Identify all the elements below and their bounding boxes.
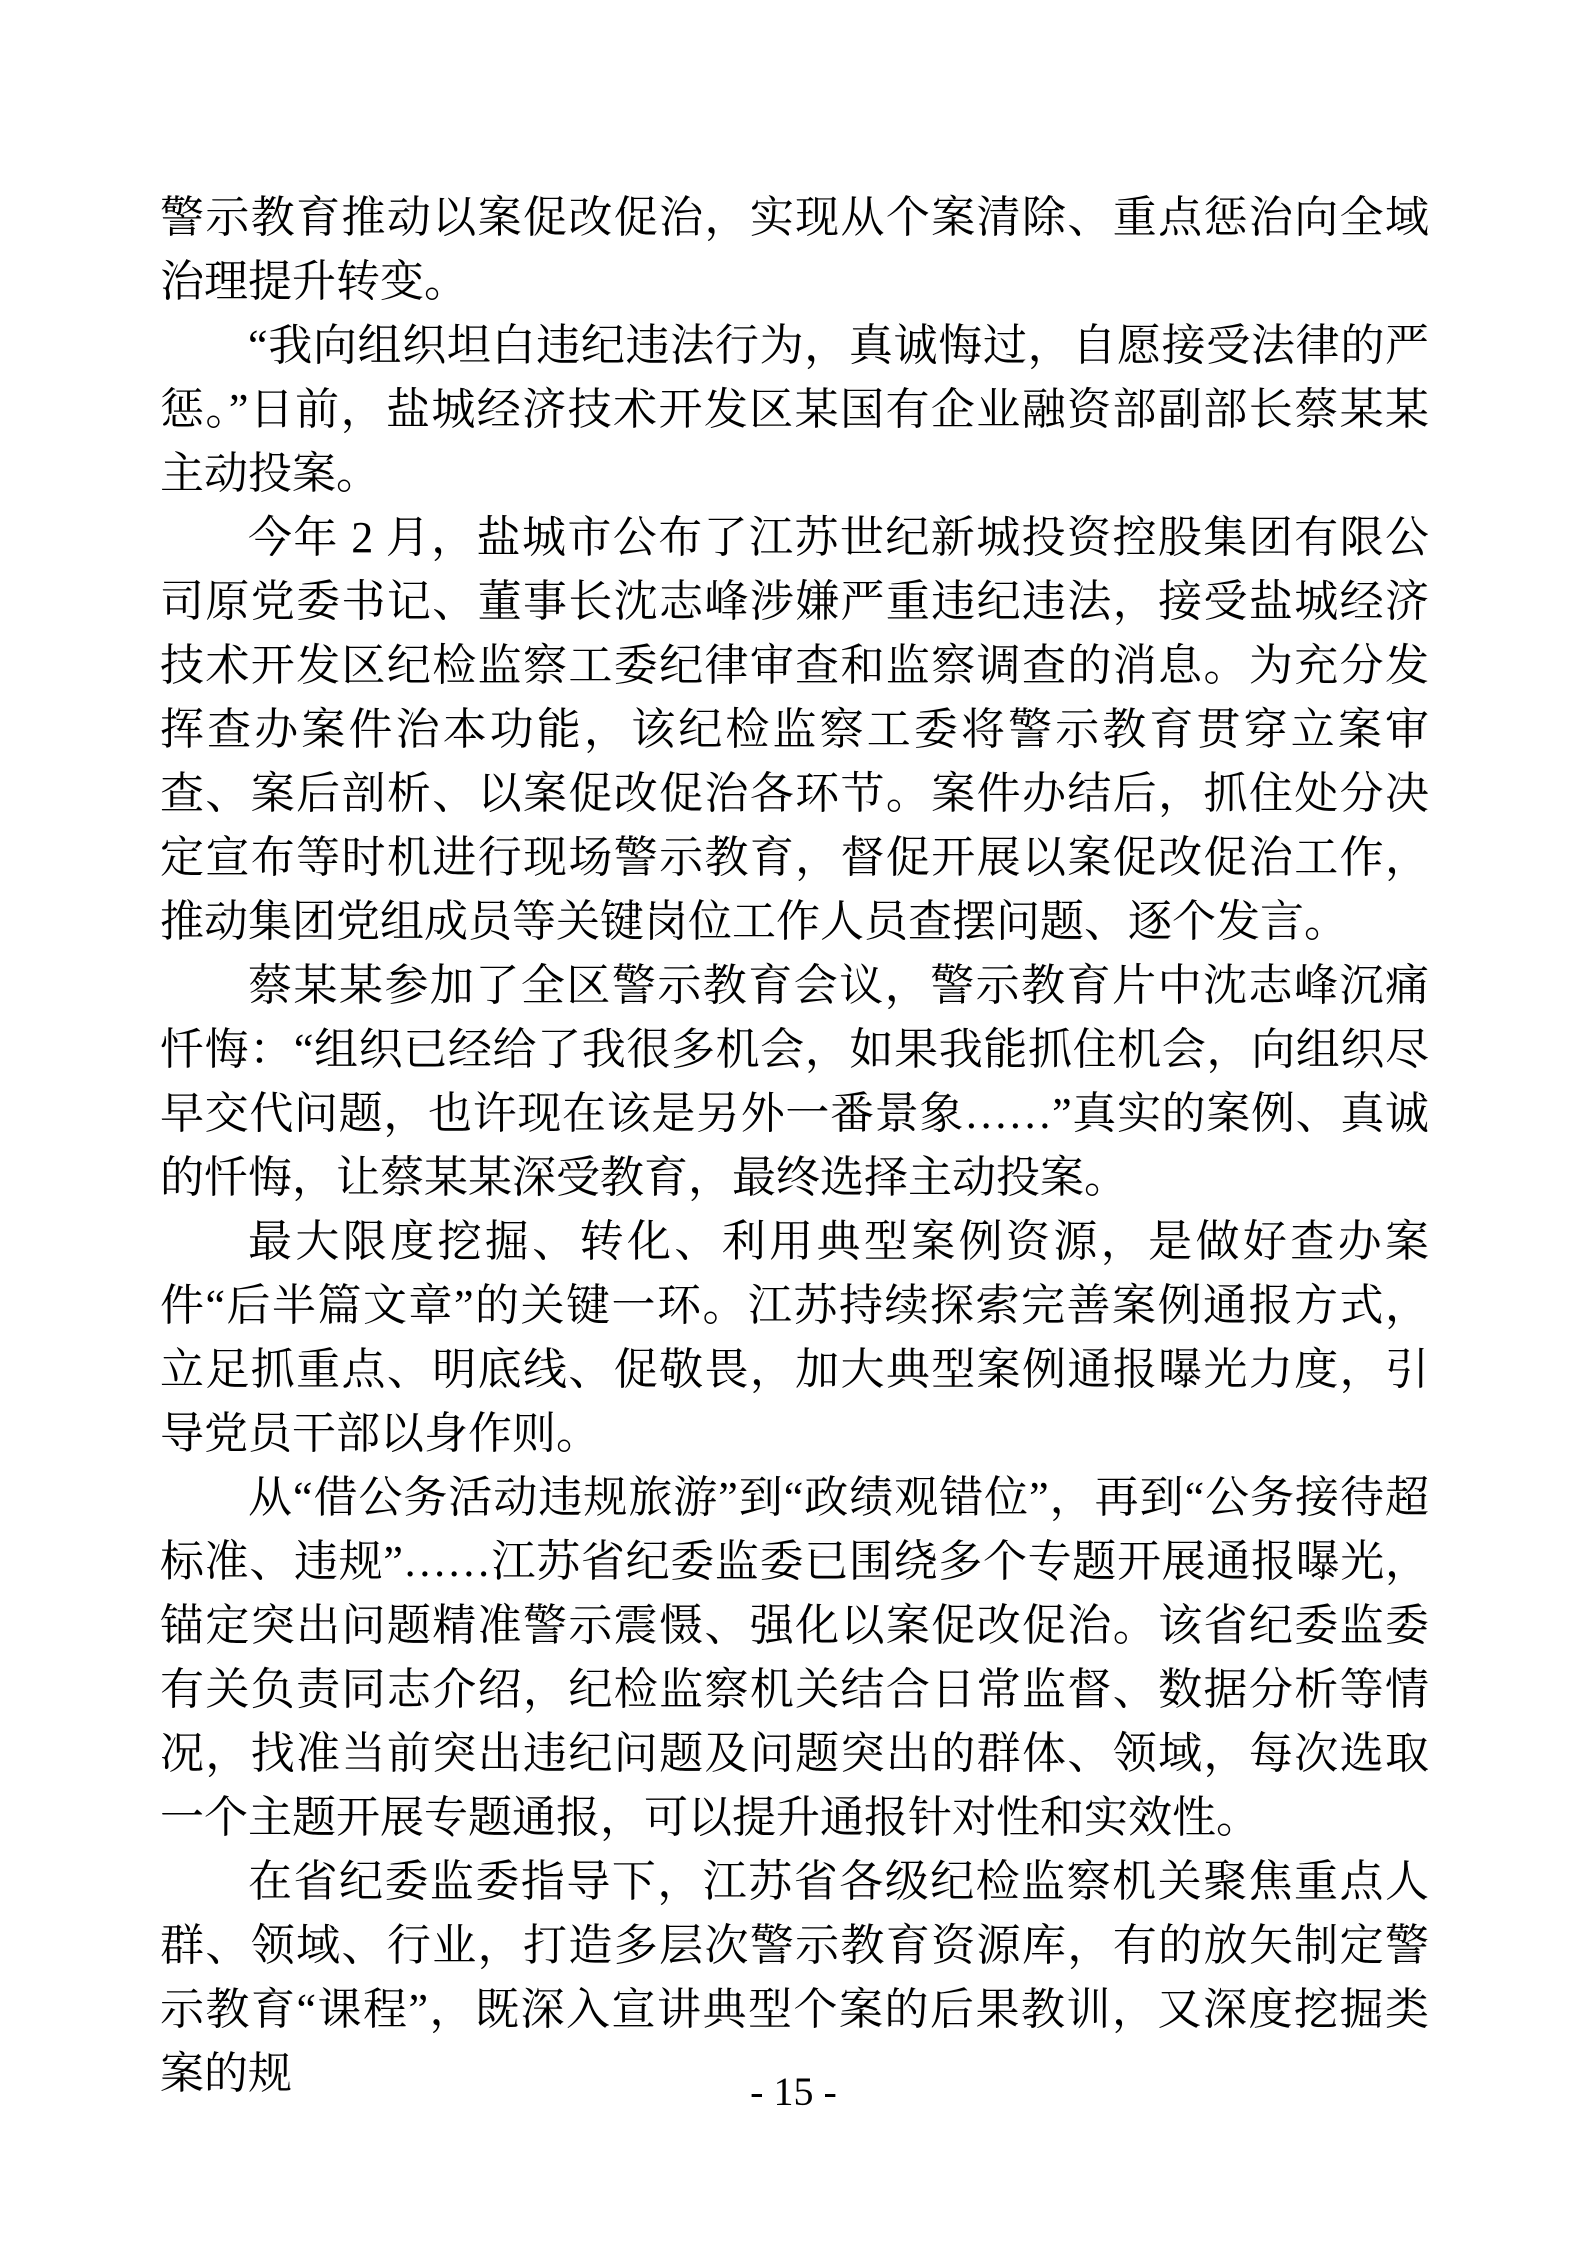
paragraph: 今年 2 月，盐城市公布了江苏世纪新城投资控股集团有限公司原党委书记、董事长沈志峰涉嫌严重违纪违法，接受盐城经济技术开发区纪检监察工委纪律审查和监察调查的消息。为充分发挥查办案件治本功能，该纪检监察工委将警示教育贯穿立案审查、案后剖析、以案促改促治各环节。案件办结后，抓住处分决定宣布等时机进行现场警示教育，督促开展以案促改促治工作，推动集团党组成员等关键岗位工作人员查摆问题、逐个发言。 <box>160 513 1429 946</box>
text-block <box>160 186 1429 2106</box>
paragraph: 蔡某某参加了全区警示教育会议，警示教育片中沈志峰沉痛忏悔：“组织已经给了我很多机会，如果我能抓住机会，向组织尽早交代问题，也许现在该是另外一番景象……”真实的案例、真诚的忏悔，让蔡某某深受教育，最终选择主动投案。 <box>160 961 1429 1202</box>
paragraph: 警示教育推动以案促改促治，实现从个案清除、重点惩治向全域治理提升转变。 <box>160 193 1429 306</box>
paragraph: “我向组织坦白违纪违法行为，真诚悔过，自愿接受法律的严惩。”日前，盐城经济技术开发区某国有企业融资部副部长蔡某某主动投案。 <box>160 321 1429 498</box>
page-number: - 15 - <box>750 2069 837 2114</box>
paragraph: 从“借公务活动违规旅游”到“政绩观错位”，再到“公务接待超标准、违规”……江苏省纪委监委已围绕多个专题开展通报曝光，锚定突出问题精准警示震慑、强化以案促改促治。该省纪委监委有关负责同志介绍，纪检监察机关结合日常监督、数据分析等情况，找准当前突出违纪问题及问题突出的群体、领域，每次选取一个主题开展专题通报，可以提升通报针对性和实效性。 <box>160 1473 1429 1842</box>
paragraph: 在省纪委监委指导下，江苏省各级纪检监察机关聚焦重点人群、领域、行业，打造多层次警示教育资源库，有的放矢制定警示教育“课程”，既深入宣讲典型个案的后果教训，又深度挖掘类案的规 <box>160 1857 1429 2098</box>
paragraph: 最大限度挖掘、转化、利用典型案例资源，是做好查办案件“后半篇文章”的关键一环。江苏持续探索完善案例通报方式，立足抓重点、明底线、促敬畏，加大典型案例通报曝光力度，引导党员干部以身作则。 <box>160 1217 1429 1458</box>
